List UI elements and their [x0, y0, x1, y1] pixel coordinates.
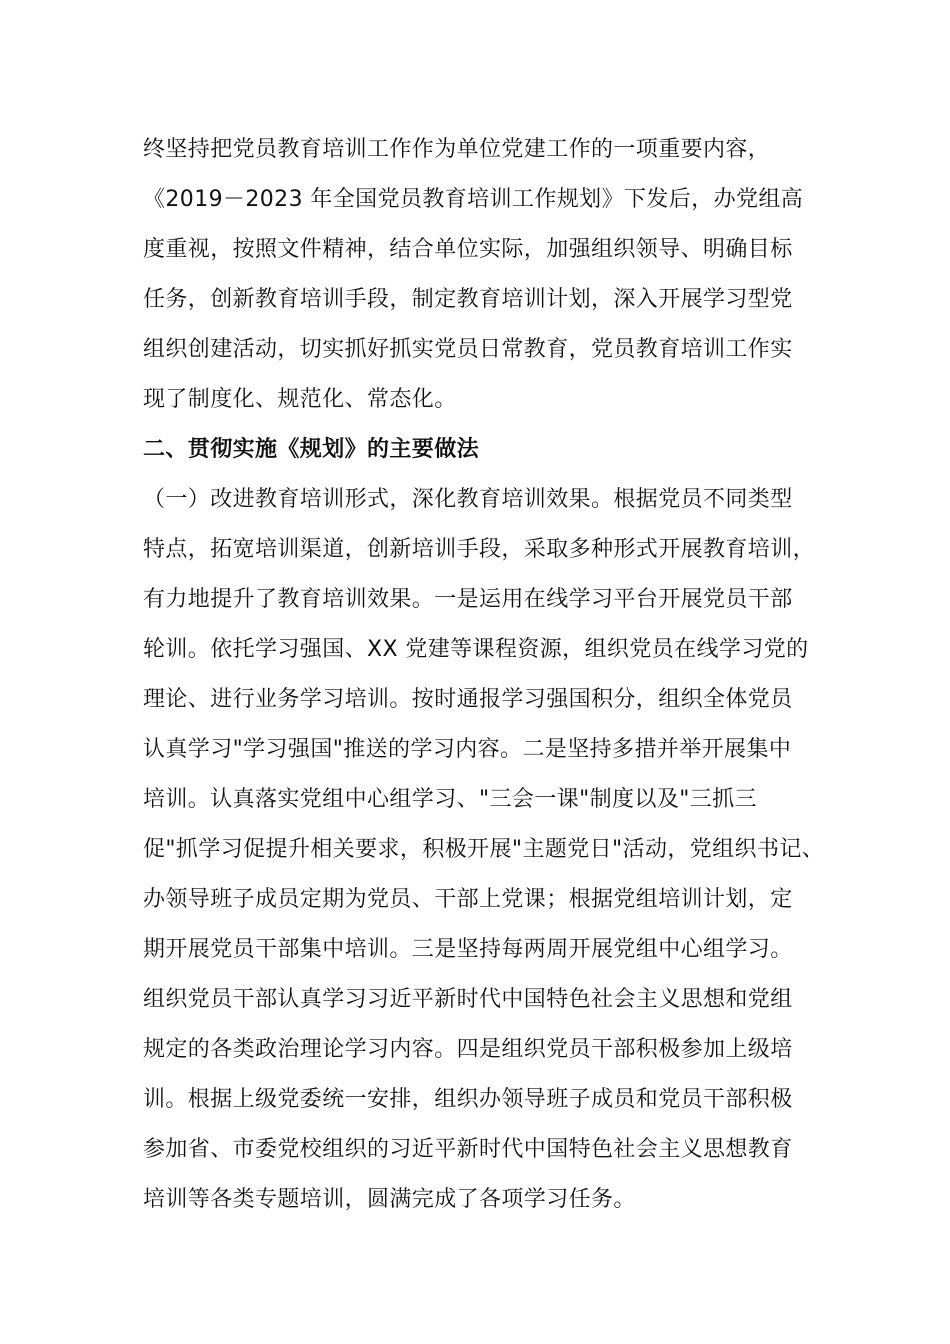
paragraph-line: 培训等各类专题培训，圆满完成了各项学习任务。	[143, 1187, 636, 1212]
paragraph-line: 特点，拓宽培训渠道，创新培训手段，采取多种形式开展教育培训，	[143, 537, 816, 562]
paragraph-line: 度重视，按照文件精神，结合单位实际，加强组织领导、明确目标	[143, 237, 793, 262]
paragraph-line: 期开展党员干部集中培训。三是坚持每两周开展党组中心组学习。	[143, 937, 793, 962]
paragraph-line: 培训。认真落实党组中心组学习、"三会一课"制度以及"三抓三	[143, 787, 757, 812]
paragraph-line: 有力地提升了教育培训效果。一是运用在线学习平台开展党员干部	[143, 587, 793, 612]
paragraph-line: 参加省、市委党校组织的习近平新时代中国特色社会主义思想教育	[143, 1137, 793, 1162]
paragraph-line: 组织创建活动，切实抓好抓实党员日常教育，党员教育培训工作实	[143, 337, 793, 362]
paragraph-line: 现了制度化、规范化、常态化。	[143, 387, 457, 412]
section-heading: 二、贯彻实施《规划》的主要做法	[143, 437, 480, 462]
paragraph-line: 规定的各类政治理论学习内容。四是组织党员干部积极参加上级培	[143, 1037, 793, 1062]
paragraph-line: 终坚持把党员教育培训工作作为单位党建工作的一项重要内容，	[143, 137, 771, 162]
paragraph-line: 轮训。依托学习强国、XX 党建等课程资源，组织党员在线学习党的	[143, 637, 809, 662]
paragraph-line: 组织党员干部认真学习习近平新时代中国特色社会主义思想和党组	[143, 987, 793, 1012]
paragraph-line: 《2019－2023 年全国党员教育培训工作规划》下发后，办党组高	[143, 187, 804, 212]
paragraph-line: 训。根据上级党委统一安排，组织办领导班子成员和党员干部积极	[143, 1087, 793, 1112]
paragraph-line: 理论、进行业务学习培训。按时通报学习强国积分，组织全体党员	[143, 687, 793, 712]
paragraph-line: （一）改进教育培训形式，深化教育培训效果。根据党员不同类型	[143, 487, 793, 512]
paragraph-line: 认真学习"学习强国"推送的学习内容。二是坚持多措并举开展集中	[143, 737, 792, 762]
paragraph-line: 任务，创新教育培训手段，制定教育培训计划，深入开展学习型党	[143, 287, 793, 312]
paragraph-line: 办领导班子成员定期为党员、干部上党课；根据党组培训计划，定	[143, 887, 793, 912]
paragraph-line: 促"抓学习促提升相关要求，积极开展"主题党日"活动，党组织书记、	[143, 837, 825, 862]
